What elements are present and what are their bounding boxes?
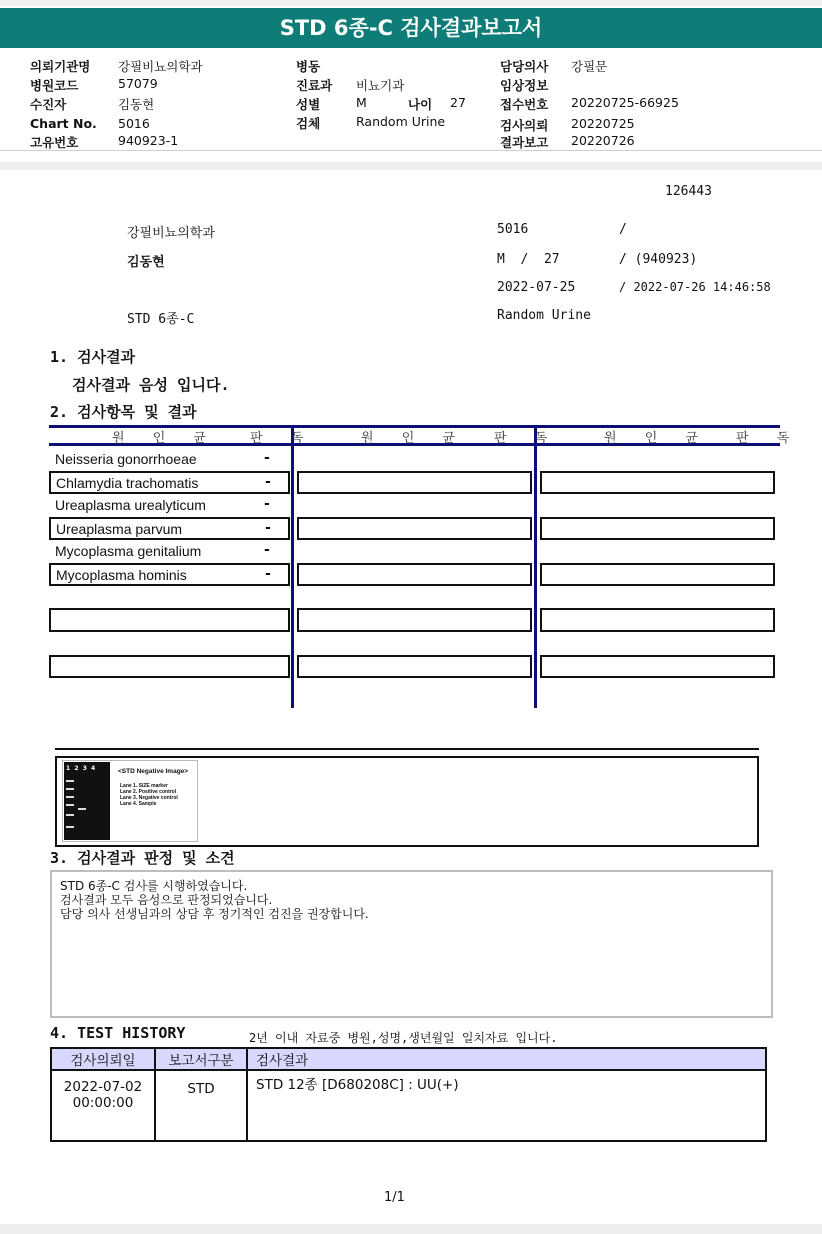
label-ward: 병동 (296, 59, 321, 74)
result-row (49, 496, 290, 516)
empty-row (540, 608, 775, 632)
pathogen-result: - (265, 474, 271, 490)
label-receipt-no: 접수번호 (500, 97, 549, 112)
section3-heading: 3. 검사결과 판정 및 소견 (50, 849, 235, 867)
pathogen-result: - (265, 520, 271, 536)
history-col-date: 검사의뢰일 (51, 1048, 155, 1070)
report-title: STD 6종-C 검사결과보고서 (0, 8, 822, 48)
value-department: 비뇨기과 (356, 78, 405, 93)
label-doctor: 담당의사 (500, 59, 549, 74)
label-department: 진료과 (296, 78, 333, 93)
empty-row (49, 608, 290, 632)
summary-request-date: 2022-07-25 (497, 280, 576, 295)
report-number: 126443 (665, 184, 712, 199)
gel-lanes-image (64, 762, 110, 840)
pathogen-name: Neisseria gonorrhoeae (55, 451, 197, 467)
pathogen-result: - (265, 566, 271, 582)
section1-result: 검사결과 음성 입니다. (72, 376, 230, 394)
empty-row (297, 517, 532, 540)
label-hospital-code: 병원코드 (30, 78, 79, 93)
empty-row (297, 608, 532, 632)
empty-row (540, 563, 775, 586)
pathogen-name: Ureaplasma urealyticum (55, 497, 206, 513)
gel-legend-line: Lane 2. Positive control (120, 789, 177, 795)
history-type: STD (155, 1070, 247, 1141)
result-row (49, 449, 290, 471)
value-unique-no: 940923-1 (118, 133, 179, 148)
label-specimen: 검체 (296, 116, 321, 131)
history-col-result: 검사결과 (247, 1048, 766, 1070)
pathogen-name: Mycoplasma hominis (56, 567, 187, 583)
result-row (49, 563, 290, 586)
value-specimen: Random Urine (356, 114, 446, 129)
label-clinical-info: 임상정보 (500, 78, 549, 93)
value-age: 27 (450, 95, 466, 110)
header-divider (0, 150, 822, 151)
history-note: 2년 이내 자료중 병원,성명,생년월일 일치자료 입니다. (249, 1031, 558, 1045)
summary-birth: / (940923) (619, 252, 698, 267)
summary-chart: 5016 (497, 222, 529, 237)
value-sex: M (356, 95, 367, 110)
value-chart-no: 5016 (118, 116, 150, 131)
section4-heading: 4. TEST HISTORY (50, 1024, 186, 1042)
summary-patient: 김동현 (127, 255, 165, 270)
label-patient: 수진자 (30, 97, 67, 112)
label-sex: 성별 (296, 97, 321, 112)
history-result: STD 12종 [D680208C] : UU(+) (247, 1070, 766, 1141)
col1-result-header: 판 독 (250, 431, 316, 446)
empty-row (540, 655, 775, 678)
summary-test-name: STD 6종-C (127, 312, 195, 327)
result-row (49, 542, 290, 562)
top-strip (0, 0, 822, 6)
gel-legend-line: Lane 3. Negative control (120, 795, 178, 801)
col1-pathogen-header: 원 인 균 (112, 431, 218, 446)
value-receipt-no: 20220725-66925 (571, 95, 679, 110)
summary-clinic: 강필비뇨의학과 (127, 226, 215, 241)
opinion-line: 검사결과 모두 음성으로 판정되었습니다. (60, 893, 273, 907)
empty-row (540, 517, 775, 540)
col3-result-header: 판 독 (736, 431, 802, 446)
page-number: 1/1 (384, 1190, 405, 1205)
table-row (51, 1070, 766, 1141)
label-chart-no: Chart No. (30, 116, 97, 131)
header-band (0, 162, 822, 170)
gel-legend-line: Lane 4. Sample (120, 801, 157, 807)
col2-result-header: 판 독 (494, 431, 560, 446)
opinion-box (50, 870, 773, 1018)
pathogen-name: Mycoplasma genitalium (55, 543, 202, 559)
gel-top-rule (55, 748, 759, 750)
value-report-date: 20220726 (571, 133, 635, 148)
opinion-line: STD 6종-C 검사를 시행하였습니다. (60, 879, 248, 893)
summary-sex-age: M / 27 (497, 252, 560, 267)
history-table (50, 1047, 767, 1142)
history-col-type: 보고서구분 (155, 1048, 247, 1070)
label-age: 나이 (408, 97, 433, 112)
opinion-line: 담당 의사 선생님과의 상담 후 정기적인 검진을 권장합니다. (60, 907, 369, 921)
grid-divider-2 (534, 425, 537, 708)
history-time: 00:00:00 (72, 1095, 134, 1111)
section2-heading: 2. 검사항목 및 결과 (50, 403, 197, 421)
empty-row (297, 655, 532, 678)
grid-divider-1 (291, 425, 294, 708)
value-institution: 강필비뇨의학과 (118, 59, 203, 74)
empty-row (49, 655, 290, 678)
label-institution: 의뢰기관명 (30, 59, 91, 74)
section1-heading: 1. 검사결과 (50, 348, 136, 366)
col3-pathogen-header: 원 인 균 (604, 431, 710, 446)
gel-lane-numbers: 1 2 3 4 (66, 765, 96, 772)
value-patient: 김동현 (118, 97, 155, 112)
value-hospital-code: 57079 (118, 76, 158, 91)
gel-title: <STD Negative Image> (118, 768, 189, 775)
summary-slash: / (619, 222, 627, 237)
result-row (49, 471, 290, 494)
gel-legend-line: Lane 1. SIZE marker (120, 783, 168, 789)
col2-pathogen-header: 원 인 균 (361, 431, 467, 446)
value-doctor: 강필문 (571, 59, 608, 74)
history-date: 2022-07-02 (63, 1079, 143, 1095)
pathogen-result: - (264, 496, 270, 512)
label-request-date: 검사의뢰 (500, 118, 549, 133)
empty-row (540, 471, 775, 494)
empty-row (297, 471, 532, 494)
history-date-cell (51, 1070, 155, 1141)
label-unique-no: 고유번호 (30, 135, 79, 150)
footer-band (0, 1224, 822, 1234)
empty-row (297, 563, 532, 586)
pathogen-result: - (264, 450, 270, 466)
pathogen-name: Chlamydia trachomatis (56, 475, 199, 491)
summary-specimen: Random Urine (497, 308, 591, 323)
label-report-date: 결과보고 (500, 135, 549, 150)
summary-report-datetime: / 2022-07-26 14:46:58 (619, 280, 771, 294)
result-row (49, 517, 290, 540)
history-header-row (51, 1048, 766, 1070)
pathogen-name: Ureaplasma parvum (56, 521, 183, 537)
pathogen-result: - (264, 542, 270, 558)
value-request-date: 20220725 (571, 116, 635, 131)
